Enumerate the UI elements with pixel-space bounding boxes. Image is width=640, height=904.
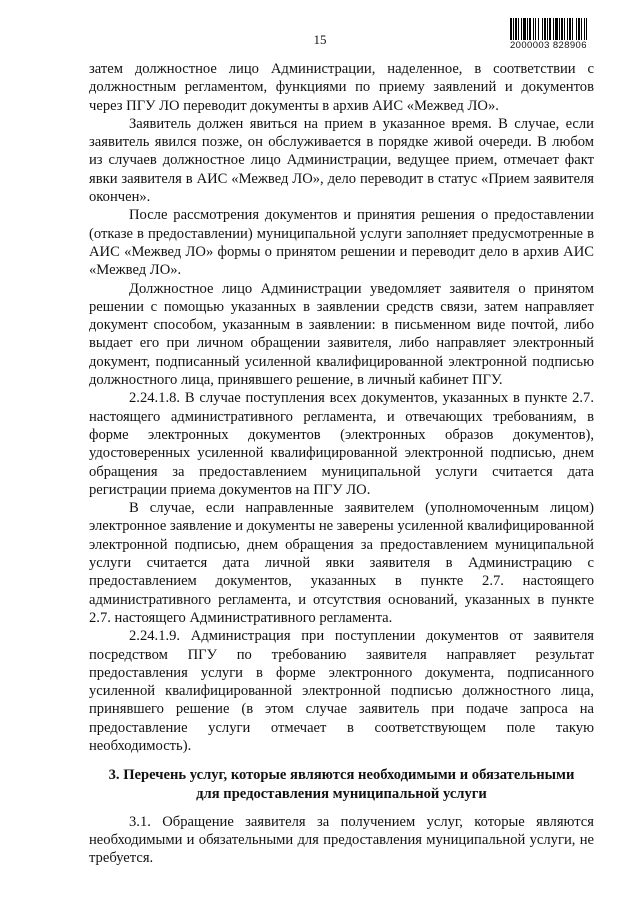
barcode-bar <box>561 18 563 40</box>
barcode-bar <box>527 18 528 40</box>
barcode-bar <box>538 18 539 40</box>
barcode-bar <box>515 18 517 40</box>
paragraph-2-24-1-8: 2.24.1.8. В случае поступления всех документов, указанных в пункте 2.7. настоящего административного регламента, и отвечающих требованиям, в форме электронных документов (электронных образов документов), удостоверенных усиленной квалифицированной электронной подписью, днем обращения за предоставлением муниципальной услуги считается дата регистрации приема документов на ПГУ ЛО. <box>89 390 594 498</box>
barcode-bar <box>567 18 568 40</box>
barcode-bar <box>544 18 546 40</box>
section-heading-3 <box>89 766 594 803</box>
paragraph-archive-transfer: затем должностное лицо Администрации, наделенное, в соответствии с должностным регламентом, функциями по приему заявлений и документов через ПГУ ЛО переводит документы в архив АИС «Межвед ЛО». <box>89 61 594 114</box>
barcode-bar <box>549 18 551 40</box>
barcode-bar <box>529 18 531 40</box>
barcode-bar <box>523 18 526 40</box>
section-heading-line-2: для предоставления муниципальной услуги <box>196 785 487 802</box>
barcode-bar <box>584 18 585 40</box>
barcode-bar <box>572 18 573 40</box>
barcode-bar <box>553 18 554 40</box>
paragraph-applicant-appearance: Заявитель должен явиться на прием в указанное время. В случае, если заявитель явился позже, он обслуживается в порядке живой очереди. В любом из случаев должностное лицо Администрации, ведущее прием, отмечает факт явки заявителя в АИС «Межвед ЛО», дело переводит в статус «Прием заявителя окончен». <box>89 115 594 206</box>
barcode-bar <box>535 18 536 40</box>
barcode-bar <box>547 18 548 40</box>
barcode-bar <box>586 18 587 40</box>
barcode-bar <box>569 18 571 40</box>
barcode-bar <box>533 18 534 40</box>
paragraph-notification: Должностное лицо Администрации уведомляет заявителя о принятом решении с помощью указанных в заявлении средств связи, затем направляет документ способом, указанным в заявлении: в письменном виде почтой, либо выдает его при личном обращении заявителя, либо направляет электронный документ, подписанный усиленной квалифицированной электронной подписью должностного лица, принявшего решение, в личный кабинет ПГУ. <box>89 280 594 389</box>
document-body <box>89 60 594 868</box>
page-number: 15 <box>313 32 327 47</box>
section-heading-line-1: 3. Перечень услуг, которые являются необходимыми и обязательными <box>108 767 575 784</box>
paragraph-decision-forms: После рассмотрения документов и принятия решения о предоставлении (отказе в предоставлении) муниципальной услуги заполняет предусмотренные в АИС «Межвед ЛО» формы о принятом решении и переводит дело в архив АИС «Межвед ЛО». <box>89 207 594 279</box>
barcode-bar <box>581 18 582 40</box>
barcode-bar <box>559 18 560 40</box>
barcode-bar <box>513 18 514 40</box>
paragraph-3-1: 3.1. Обращение заявителя за получением услуг, которые являются необходимыми и обязательными для предоставления муниципальной услуги, не требуется. <box>89 813 594 867</box>
paragraph-unsigned-documents: В случае, если направленные заявителем (уполномоченным лицом) электронное заявление и документы не заверены усиленной квалифицированной электронной подписью, днем обращения за предоставлением муниципальной услуги считается дата личной явки заявителя в Администрацию с предоставлением документов, указанных в пункте 2.7. настоящего административного регламента, и отсутствия оснований, указанных в пункте 2.7. настоящего Административного регламента. <box>89 500 594 626</box>
barcode-number: 2000003 828906 <box>510 40 587 51</box>
barcode-bar <box>542 18 543 40</box>
barcode-bars <box>510 18 622 40</box>
barcode-bar <box>518 18 519 40</box>
barcode-bar <box>555 18 558 40</box>
paragraph-2-24-1-9: 2.24.1.9. Администрация при поступлении документов от заявителя посредством ПГУ по требованию заявителя направляет результат предоставления услуги в форме электронного документа, подписанного усиленной квалифицированной электронной подписью должностного лица, принявшего решение (в этом случае заявитель при подаче запроса на предоставление услуги отмечает в соответствующем поле такую необходимость). <box>89 628 594 754</box>
barcode-bar <box>510 18 512 40</box>
barcode-bar <box>576 18 577 40</box>
barcode <box>510 18 622 51</box>
barcode-bar <box>578 18 580 40</box>
barcode-bar <box>564 18 565 40</box>
barcode-bar <box>521 18 522 40</box>
